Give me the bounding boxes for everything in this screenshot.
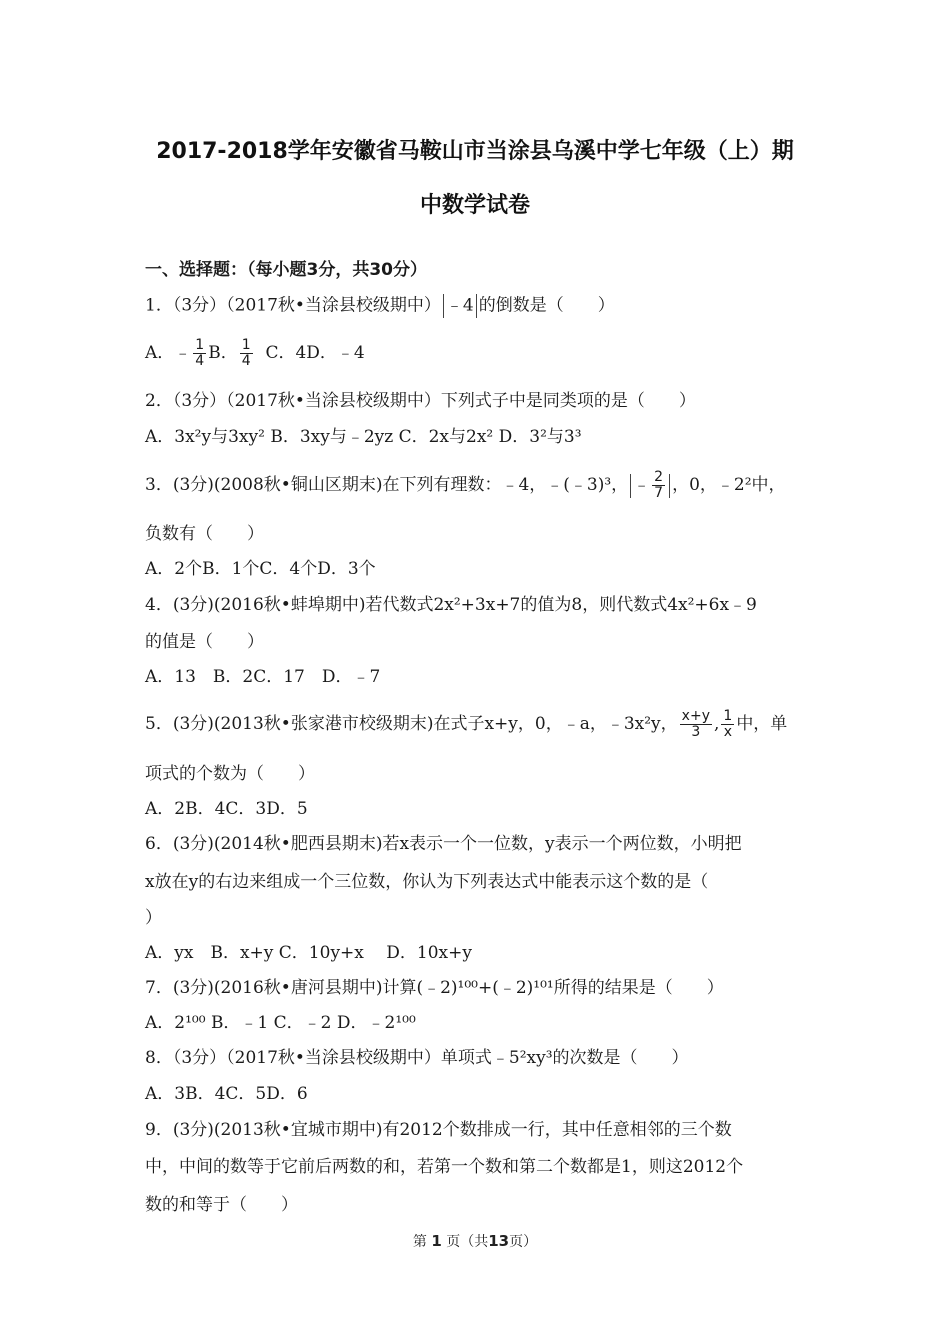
question-4-line1: 4．(3分)(2016秋•蚌埠期中)若代数式2x²+3x+7的值为8，则代数式4x²+6x﹣9 bbox=[145, 595, 757, 615]
question-6-line3: ） bbox=[145, 908, 162, 928]
q1-option-b-prefix: B． bbox=[208, 343, 238, 363]
abs-bar-right bbox=[669, 474, 670, 498]
frac-numerator: 1 bbox=[241, 337, 251, 353]
question-5-options: A．2B．4C．3D．5 bbox=[145, 799, 308, 819]
q5-stem-text: 5．(3分)(2013秋•张家港市校级期末)在式子x+y，0，﹣a，﹣3x²y， bbox=[145, 714, 678, 734]
question-2-stem: 2．（3分）（2017秋•当涂县校级期中）下列式子中是同类项的是（ ） bbox=[145, 391, 696, 411]
question-6-line1: 6．(3分)(2014秋•肥西县期末)若x表示一个一位数，y表示一个两位数，小明把 bbox=[145, 834, 742, 854]
q5-fraction-1 bbox=[680, 709, 712, 740]
frac-numerator: 1 bbox=[195, 337, 205, 353]
question-6-options: A．yx B．x+y C．10y+x D．10x+y bbox=[145, 943, 472, 963]
frac-denominator: x bbox=[723, 724, 732, 740]
q3-fraction bbox=[652, 470, 665, 501]
question-9-line2: 中，中间的数等于它前后两数的和，若第一个数和第二个数都是1，则这2012个 bbox=[145, 1157, 744, 1177]
q1-abs-value: ﹣4 bbox=[445, 295, 474, 316]
question-4-line2: 的值是（ ） bbox=[145, 632, 264, 652]
q1-fraction-b bbox=[240, 338, 253, 369]
footer-mid: 页（共 bbox=[446, 1234, 489, 1250]
q1-option-a-prefix: A．﹣ bbox=[145, 343, 192, 363]
question-1-options bbox=[145, 338, 815, 369]
question-7-stem: 7．(3分)(2016秋•唐河县期中)计算(﹣2)¹⁰⁰+(﹣2)¹⁰¹所得的结果是（ ） bbox=[145, 978, 724, 998]
footer-page-number: 1 bbox=[431, 1232, 442, 1250]
question-4-options: A．13 B．2C．17 D．﹣7 bbox=[145, 667, 381, 687]
frac-denominator: 7 bbox=[654, 485, 664, 501]
question-9-line1: 9．(3分)(2013秋•宜城市期中)有2012个数排成一行，其中任意相邻的三个数 bbox=[145, 1120, 732, 1140]
frac-denominator: 4 bbox=[241, 353, 251, 369]
footer-total-pages: 13 bbox=[488, 1232, 510, 1250]
frac-numerator: x+y bbox=[681, 708, 710, 724]
question-5-stem: 5．(3分)(2013秋•张家港市校级期末)在式子x+y，0，﹣a，﹣3x²y， $\frac{x+y}{3}$ , $\frac{1}{x}$ 中，单 bbox=[145, 708, 788, 740]
q5-fraction-2 bbox=[721, 709, 734, 740]
abs-bar-left bbox=[443, 294, 444, 318]
q3-stem-text: 3．(3分)(2008秋•铜山区期末)在下列有理数：﹣4，﹣(﹣3)³， bbox=[145, 475, 629, 495]
q5-stem-end: 中，单 bbox=[736, 714, 788, 734]
question-9-line3: 数的和等于（ ） bbox=[145, 1195, 298, 1215]
question-3-options: A．2个B．1个C．4个D．3个 bbox=[145, 559, 376, 579]
exam-title-line1: 2017-2018学年安徽省马鞍山市当涂县乌溪中学七年级（上）期 bbox=[156, 139, 794, 164]
footer-suffix: 页） bbox=[509, 1234, 538, 1250]
question-5-line2: 项式的个数为（ ） bbox=[145, 764, 315, 784]
q1-stem-text: 1．（3分）（2017秋•当涂县校级期中） bbox=[145, 295, 441, 316]
abs-bar-right bbox=[476, 294, 477, 318]
frac-denominator: 4 bbox=[195, 353, 205, 369]
question-2-options: A．3x²y与3xy² B．3xy与﹣2yz C．2x与2x² D．3²与3³ bbox=[145, 427, 582, 447]
question-8-options: A．3B．4C．5D．6 bbox=[145, 1084, 308, 1104]
footer-prefix: 第 bbox=[412, 1234, 427, 1250]
q3-stem-end: ，0，﹣2²中， bbox=[672, 475, 786, 495]
page-footer bbox=[0, 1231, 950, 1251]
question-1-stem bbox=[145, 294, 815, 318]
question-8-stem: 8．（3分）（2017秋•当涂县校级期中）单项式﹣5²xy³的次数是（ ） bbox=[145, 1048, 689, 1068]
q1-stem-end: 的倒数是（ ） bbox=[478, 295, 615, 316]
frac-numerator: 1 bbox=[723, 708, 733, 724]
abs-bar-left bbox=[630, 474, 631, 498]
question-3-line2: 负数有（ ） bbox=[145, 524, 264, 544]
frac-numerator: 2 bbox=[654, 469, 664, 485]
q1-options-rest: C．4D．﹣4 bbox=[265, 343, 365, 363]
question-3-stem: 3．(3分)(2008秋•铜山区期末)在下列有理数：﹣4，﹣(﹣3)³， ﹣ $\frac{2}{7}$ ，0，﹣2²中， bbox=[145, 469, 786, 501]
frac-denominator: 3 bbox=[691, 724, 701, 740]
q1-fraction-a bbox=[193, 338, 206, 369]
section-heading: 一、选择题：（每小题3分，共30分） bbox=[145, 260, 427, 280]
exam-title-line2: 中数学试卷 bbox=[419, 193, 530, 218]
question-6-line2: x放在y的右边来组成一个三位数，你认为下列表达式中能表示这个数的是（ bbox=[145, 872, 709, 892]
question-7-options: A．2¹⁰⁰ B．﹣1 C．﹣2 D．﹣2¹⁰⁰ bbox=[145, 1013, 416, 1033]
